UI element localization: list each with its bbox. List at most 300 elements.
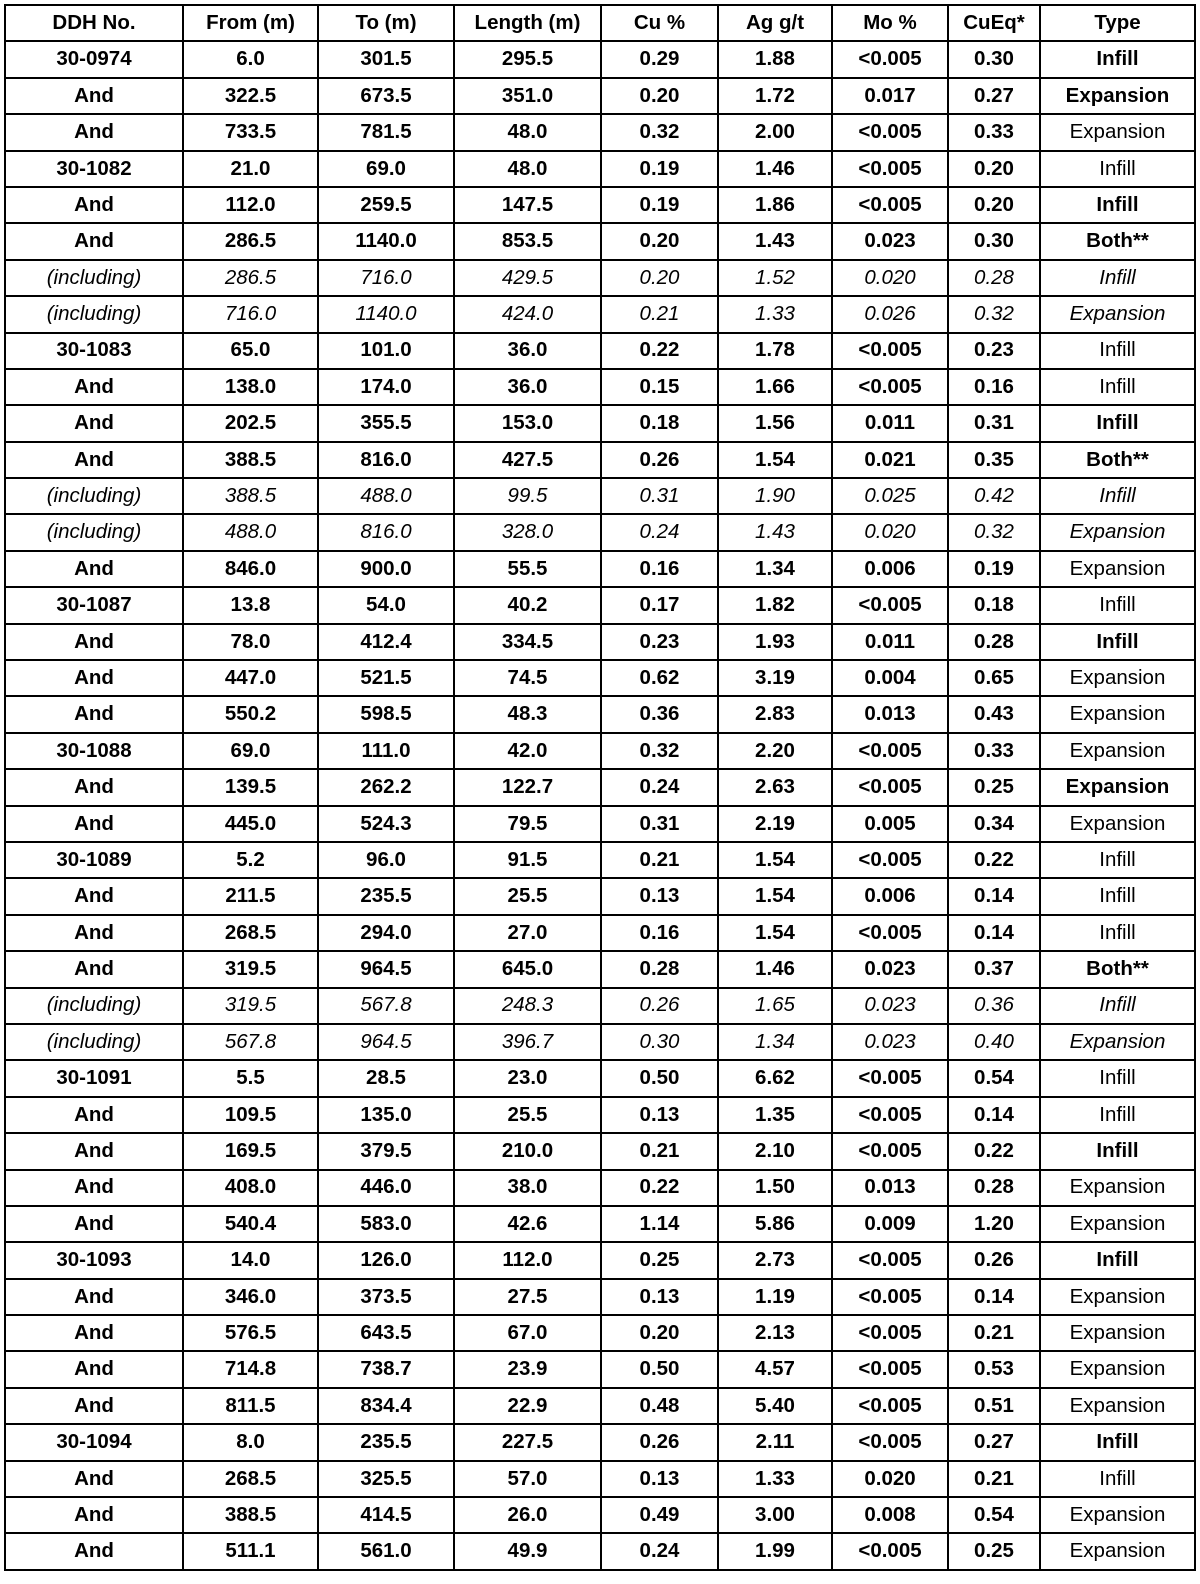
cell-mo: <0.005 [832, 842, 948, 878]
cell-from: 286.5 [183, 223, 318, 259]
table-row [5, 1097, 1195, 1133]
cell-to: 28.5 [318, 1060, 454, 1096]
cell-ag: 3.00 [718, 1497, 832, 1533]
cell-to: 294.0 [318, 915, 454, 951]
cell-length: 351.0 [454, 78, 601, 114]
cell-ddh-no: And [5, 878, 183, 914]
cell-from: 211.5 [183, 878, 318, 914]
cell-type: Expansion [1040, 1351, 1195, 1387]
cell-cueq: 0.32 [948, 514, 1040, 550]
cell-ag: 1.54 [718, 842, 832, 878]
cell-type: Expansion [1040, 514, 1195, 550]
cell-ddh-no: And [5, 551, 183, 587]
cell-length: 49.9 [454, 1533, 601, 1569]
cell-from: 69.0 [183, 733, 318, 769]
cell-type: Infill [1040, 1060, 1195, 1096]
cell-ddh-no: 30-1087 [5, 587, 183, 623]
cell-from: 388.5 [183, 1497, 318, 1533]
cell-type: Infill [1040, 1461, 1195, 1497]
cell-to: 111.0 [318, 733, 454, 769]
cell-type: Infill [1040, 478, 1195, 514]
cell-to: 1140.0 [318, 296, 454, 332]
cell-cueq: 0.40 [948, 1024, 1040, 1060]
cell-cu: 0.48 [601, 1388, 718, 1424]
cell-ddh-no: 30-0974 [5, 41, 183, 77]
cell-type: Infill [1040, 369, 1195, 405]
cell-cu: 0.31 [601, 806, 718, 842]
cell-mo: 0.021 [832, 442, 948, 478]
cell-ddh-no: 30-1093 [5, 1242, 183, 1278]
cell-cu: 0.13 [601, 1461, 718, 1497]
cell-length: 396.7 [454, 1024, 601, 1060]
cell-mo: 0.008 [832, 1497, 948, 1533]
cell-length: 91.5 [454, 842, 601, 878]
header-to: To (m) [318, 5, 454, 41]
cell-to: 69.0 [318, 151, 454, 187]
cell-cu: 0.16 [601, 551, 718, 587]
table-row [5, 187, 1195, 223]
cell-from: 322.5 [183, 78, 318, 114]
cell-type: Both** [1040, 442, 1195, 478]
cell-to: 262.2 [318, 769, 454, 805]
cell-to: 259.5 [318, 187, 454, 223]
cell-mo: <0.005 [832, 151, 948, 187]
cell-cu: 0.49 [601, 1497, 718, 1533]
cell-mo: <0.005 [832, 1242, 948, 1278]
table-row [5, 951, 1195, 987]
cell-type: Expansion [1040, 114, 1195, 150]
cell-cu: 0.24 [601, 1533, 718, 1569]
cell-from: 14.0 [183, 1242, 318, 1278]
cell-from: 714.8 [183, 1351, 318, 1387]
cell-length: 67.0 [454, 1315, 601, 1351]
cell-ag: 5.86 [718, 1206, 832, 1242]
cell-ag: 1.66 [718, 369, 832, 405]
cell-ddh-no: And [5, 1315, 183, 1351]
cell-mo: 0.006 [832, 551, 948, 587]
cell-ddh-no: And [5, 1497, 183, 1533]
cell-type: Infill [1040, 1424, 1195, 1460]
cell-cueq: 0.21 [948, 1315, 1040, 1351]
cell-length: 36.0 [454, 369, 601, 405]
cell-cueq: 0.20 [948, 187, 1040, 223]
cell-from: 488.0 [183, 514, 318, 550]
cell-type: Infill [1040, 260, 1195, 296]
cell-cu: 0.20 [601, 260, 718, 296]
cell-ddh-no: 30-1083 [5, 333, 183, 369]
cell-from: 268.5 [183, 915, 318, 951]
table-row [5, 260, 1195, 296]
table-row [5, 1060, 1195, 1096]
cell-ddh-no: 30-1094 [5, 1424, 183, 1460]
table-row [5, 41, 1195, 77]
cell-length: 74.5 [454, 660, 601, 696]
cell-to: 101.0 [318, 333, 454, 369]
cell-length: 427.5 [454, 442, 601, 478]
header-cu: Cu % [601, 5, 718, 41]
cell-type: Expansion [1040, 296, 1195, 332]
cell-cueq: 0.22 [948, 1133, 1040, 1169]
cell-from: 576.5 [183, 1315, 318, 1351]
cell-ag: 1.34 [718, 1024, 832, 1060]
header-row [5, 5, 1195, 41]
cell-mo: <0.005 [832, 333, 948, 369]
cell-ag: 2.10 [718, 1133, 832, 1169]
cell-ddh-no: 30-1089 [5, 842, 183, 878]
cell-to: 716.0 [318, 260, 454, 296]
cell-ag: 1.52 [718, 260, 832, 296]
cell-length: 25.5 [454, 878, 601, 914]
cell-cueq: 0.26 [948, 1242, 1040, 1278]
cell-cueq: 1.20 [948, 1206, 1040, 1242]
cell-from: 65.0 [183, 333, 318, 369]
cell-to: 126.0 [318, 1242, 454, 1278]
cell-to: 583.0 [318, 1206, 454, 1242]
cell-length: 99.5 [454, 478, 601, 514]
cell-ag: 1.46 [718, 951, 832, 987]
cell-cu: 0.24 [601, 769, 718, 805]
cell-mo: <0.005 [832, 1533, 948, 1569]
cell-to: 373.5 [318, 1279, 454, 1315]
cell-ddh-no: And [5, 660, 183, 696]
cell-cu: 0.20 [601, 1315, 718, 1351]
cell-cueq: 0.28 [948, 1170, 1040, 1206]
cell-ddh-no: And [5, 369, 183, 405]
cell-ddh-no: And [5, 1206, 183, 1242]
cell-mo: 0.020 [832, 1461, 948, 1497]
cell-cu: 0.22 [601, 333, 718, 369]
cell-to: 781.5 [318, 114, 454, 150]
table-row [5, 733, 1195, 769]
cell-cueq: 0.42 [948, 478, 1040, 514]
cell-mo: <0.005 [832, 1424, 948, 1460]
cell-type: Infill [1040, 878, 1195, 914]
cell-length: 48.0 [454, 151, 601, 187]
cell-from: 408.0 [183, 1170, 318, 1206]
cell-to: 135.0 [318, 1097, 454, 1133]
cell-to: 488.0 [318, 478, 454, 514]
cell-from: 388.5 [183, 478, 318, 514]
cell-length: 57.0 [454, 1461, 601, 1497]
cell-mo: 0.011 [832, 405, 948, 441]
cell-cu: 0.50 [601, 1060, 718, 1096]
cell-cu: 0.29 [601, 41, 718, 77]
cell-ag: 1.86 [718, 187, 832, 223]
cell-to: 738.7 [318, 1351, 454, 1387]
cell-mo: <0.005 [832, 1351, 948, 1387]
cell-cu: 0.23 [601, 624, 718, 660]
cell-to: 567.8 [318, 988, 454, 1024]
cell-ddh-no: (including) [5, 296, 183, 332]
cell-cu: 0.25 [601, 1242, 718, 1278]
cell-cueq: 0.31 [948, 405, 1040, 441]
cell-mo: 0.013 [832, 696, 948, 732]
cell-type: Expansion [1040, 1206, 1195, 1242]
cell-ag: 1.35 [718, 1097, 832, 1133]
cell-from: 286.5 [183, 260, 318, 296]
table-row [5, 369, 1195, 405]
cell-from: 78.0 [183, 624, 318, 660]
cell-cueq: 0.27 [948, 1424, 1040, 1460]
cell-ddh-no: And [5, 1388, 183, 1424]
cell-to: 414.5 [318, 1497, 454, 1533]
table-row [5, 624, 1195, 660]
cell-ag: 1.88 [718, 41, 832, 77]
cell-ag: 1.43 [718, 223, 832, 259]
cell-from: 346.0 [183, 1279, 318, 1315]
cell-cu: 0.50 [601, 1351, 718, 1387]
cell-cu: 0.13 [601, 1097, 718, 1133]
table-row [5, 1170, 1195, 1206]
cell-cueq: 0.28 [948, 624, 1040, 660]
cell-mo: <0.005 [832, 187, 948, 223]
header-length: Length (m) [454, 5, 601, 41]
cell-ddh-no: And [5, 1279, 183, 1315]
cell-to: 412.4 [318, 624, 454, 660]
cell-mo: <0.005 [832, 369, 948, 405]
cell-mo: <0.005 [832, 1097, 948, 1133]
table-row [5, 442, 1195, 478]
cell-cueq: 0.20 [948, 151, 1040, 187]
cell-cueq: 0.14 [948, 915, 1040, 951]
cell-from: 21.0 [183, 151, 318, 187]
cell-ag: 1.65 [718, 988, 832, 1024]
table-row [5, 333, 1195, 369]
cell-type: Infill [1040, 988, 1195, 1024]
cell-cu: 0.36 [601, 696, 718, 732]
cell-type: Infill [1040, 151, 1195, 187]
cell-cueq: 0.16 [948, 369, 1040, 405]
table-row [5, 114, 1195, 150]
header-mo: Mo % [832, 5, 948, 41]
cell-mo: 0.005 [832, 806, 948, 842]
cell-ag: 1.72 [718, 78, 832, 114]
cell-from: 5.2 [183, 842, 318, 878]
cell-length: 79.5 [454, 806, 601, 842]
cell-cu: 0.26 [601, 442, 718, 478]
cell-length: 248.3 [454, 988, 601, 1024]
header-from: From (m) [183, 5, 318, 41]
cell-cueq: 0.43 [948, 696, 1040, 732]
cell-cu: 0.21 [601, 1133, 718, 1169]
cell-cu: 0.21 [601, 842, 718, 878]
cell-cueq: 0.25 [948, 769, 1040, 805]
cell-cu: 0.19 [601, 187, 718, 223]
cell-from: 8.0 [183, 1424, 318, 1460]
cell-ddh-no: And [5, 1170, 183, 1206]
cell-to: 598.5 [318, 696, 454, 732]
cell-cu: 0.21 [601, 296, 718, 332]
cell-to: 900.0 [318, 551, 454, 587]
cell-type: Expansion [1040, 1533, 1195, 1569]
cell-ag: 1.54 [718, 915, 832, 951]
table-row [5, 1242, 1195, 1278]
cell-length: 328.0 [454, 514, 601, 550]
drill-results-table [4, 4, 1196, 1571]
cell-ag: 1.46 [718, 151, 832, 187]
cell-type: Both** [1040, 951, 1195, 987]
cell-length: 55.5 [454, 551, 601, 587]
cell-from: 319.5 [183, 988, 318, 1024]
cell-type: Expansion [1040, 1315, 1195, 1351]
cell-mo: 0.023 [832, 223, 948, 259]
table-row [5, 151, 1195, 187]
cell-ag: 2.20 [718, 733, 832, 769]
cell-length: 227.5 [454, 1424, 601, 1460]
cell-to: 325.5 [318, 1461, 454, 1497]
cell-mo: <0.005 [832, 915, 948, 951]
table-row [5, 296, 1195, 332]
cell-type: Expansion [1040, 1024, 1195, 1060]
cell-ddh-no: 30-1091 [5, 1060, 183, 1096]
cell-type: Infill [1040, 333, 1195, 369]
cell-mo: 0.023 [832, 1024, 948, 1060]
cell-ddh-no: And [5, 405, 183, 441]
cell-ddh-no: And [5, 624, 183, 660]
cell-mo: 0.011 [832, 624, 948, 660]
cell-length: 48.3 [454, 696, 601, 732]
cell-ddh-no: And [5, 1351, 183, 1387]
table-row [5, 1024, 1195, 1060]
cell-mo: 0.026 [832, 296, 948, 332]
cell-length: 645.0 [454, 951, 601, 987]
cell-to: 816.0 [318, 514, 454, 550]
cell-to: 964.5 [318, 1024, 454, 1060]
cell-from: 319.5 [183, 951, 318, 987]
cell-mo: 0.023 [832, 988, 948, 1024]
cell-cueq: 0.25 [948, 1533, 1040, 1569]
cell-cu: 0.22 [601, 1170, 718, 1206]
cell-type: Infill [1040, 624, 1195, 660]
cell-ag: 1.78 [718, 333, 832, 369]
cell-mo: 0.006 [832, 878, 948, 914]
cell-ddh-no: And [5, 442, 183, 478]
cell-to: 643.5 [318, 1315, 454, 1351]
cell-ag: 2.00 [718, 114, 832, 150]
cell-cueq: 0.54 [948, 1497, 1040, 1533]
cell-to: 235.5 [318, 878, 454, 914]
cell-to: 446.0 [318, 1170, 454, 1206]
cell-ag: 1.54 [718, 442, 832, 478]
cell-type: Infill [1040, 915, 1195, 951]
header-type: Type [1040, 5, 1195, 41]
cell-to: 96.0 [318, 842, 454, 878]
cell-to: 1140.0 [318, 223, 454, 259]
cell-length: 27.5 [454, 1279, 601, 1315]
cell-cueq: 0.33 [948, 733, 1040, 769]
cell-ag: 1.33 [718, 296, 832, 332]
cell-length: 26.0 [454, 1497, 601, 1533]
cell-ag: 1.54 [718, 878, 832, 914]
cell-ddh-no: And [5, 223, 183, 259]
cell-length: 122.7 [454, 769, 601, 805]
cell-length: 27.0 [454, 915, 601, 951]
cell-type: Expansion [1040, 769, 1195, 805]
cell-cu: 0.13 [601, 878, 718, 914]
cell-cu: 0.31 [601, 478, 718, 514]
cell-to: 235.5 [318, 1424, 454, 1460]
cell-type: Infill [1040, 187, 1195, 223]
cell-ag: 1.19 [718, 1279, 832, 1315]
cell-cueq: 0.30 [948, 41, 1040, 77]
cell-from: 388.5 [183, 442, 318, 478]
cell-mo: 0.009 [832, 1206, 948, 1242]
cell-mo: <0.005 [832, 587, 948, 623]
table-row [5, 1133, 1195, 1169]
cell-from: 138.0 [183, 369, 318, 405]
cell-cueq: 0.28 [948, 260, 1040, 296]
cell-ddh-no: And [5, 1097, 183, 1133]
table-row [5, 223, 1195, 259]
cell-ddh-no: And [5, 78, 183, 114]
cell-to: 673.5 [318, 78, 454, 114]
cell-length: 853.5 [454, 223, 601, 259]
table-row [5, 78, 1195, 114]
cell-type: Expansion [1040, 1279, 1195, 1315]
cell-mo: 0.004 [832, 660, 948, 696]
cell-type: Expansion [1040, 551, 1195, 587]
cell-from: 447.0 [183, 660, 318, 696]
cell-mo: <0.005 [832, 733, 948, 769]
table-row [5, 1315, 1195, 1351]
table-row [5, 551, 1195, 587]
cell-cueq: 0.37 [948, 951, 1040, 987]
cell-mo: <0.005 [832, 1133, 948, 1169]
cell-to: 174.0 [318, 369, 454, 405]
cell-cueq: 0.14 [948, 878, 1040, 914]
table-row [5, 915, 1195, 951]
cell-ddh-no: And [5, 1533, 183, 1569]
table-row [5, 1533, 1195, 1569]
cell-mo: <0.005 [832, 1315, 948, 1351]
cell-ddh-no: And [5, 806, 183, 842]
cell-from: 109.5 [183, 1097, 318, 1133]
table-row [5, 806, 1195, 842]
cell-length: 48.0 [454, 114, 601, 150]
cell-ag: 1.90 [718, 478, 832, 514]
table-row [5, 514, 1195, 550]
cell-cueq: 0.27 [948, 78, 1040, 114]
cell-mo: 0.020 [832, 260, 948, 296]
cell-cueq: 0.54 [948, 1060, 1040, 1096]
cell-cu: 0.20 [601, 78, 718, 114]
cell-ddh-no: (including) [5, 988, 183, 1024]
cell-type: Expansion [1040, 1388, 1195, 1424]
cell-ag: 6.62 [718, 1060, 832, 1096]
cell-mo: <0.005 [832, 1060, 948, 1096]
cell-to: 964.5 [318, 951, 454, 987]
cell-cu: 1.14 [601, 1206, 718, 1242]
cell-ag: 2.11 [718, 1424, 832, 1460]
cell-ag: 1.56 [718, 405, 832, 441]
table-row [5, 587, 1195, 623]
cell-type: Infill [1040, 1097, 1195, 1133]
cell-to: 355.5 [318, 405, 454, 441]
cell-ddh-no: And [5, 769, 183, 805]
cell-length: 153.0 [454, 405, 601, 441]
cell-cu: 0.30 [601, 1024, 718, 1060]
cell-length: 210.0 [454, 1133, 601, 1169]
cell-cueq: 0.53 [948, 1351, 1040, 1387]
cell-ddh-no: 30-1088 [5, 733, 183, 769]
cell-ag: 2.73 [718, 1242, 832, 1278]
cell-ddh-no: (including) [5, 478, 183, 514]
cell-cueq: 0.21 [948, 1461, 1040, 1497]
cell-type: Infill [1040, 41, 1195, 77]
cell-type: Infill [1040, 842, 1195, 878]
cell-length: 40.2 [454, 587, 601, 623]
table-row [5, 1424, 1195, 1460]
